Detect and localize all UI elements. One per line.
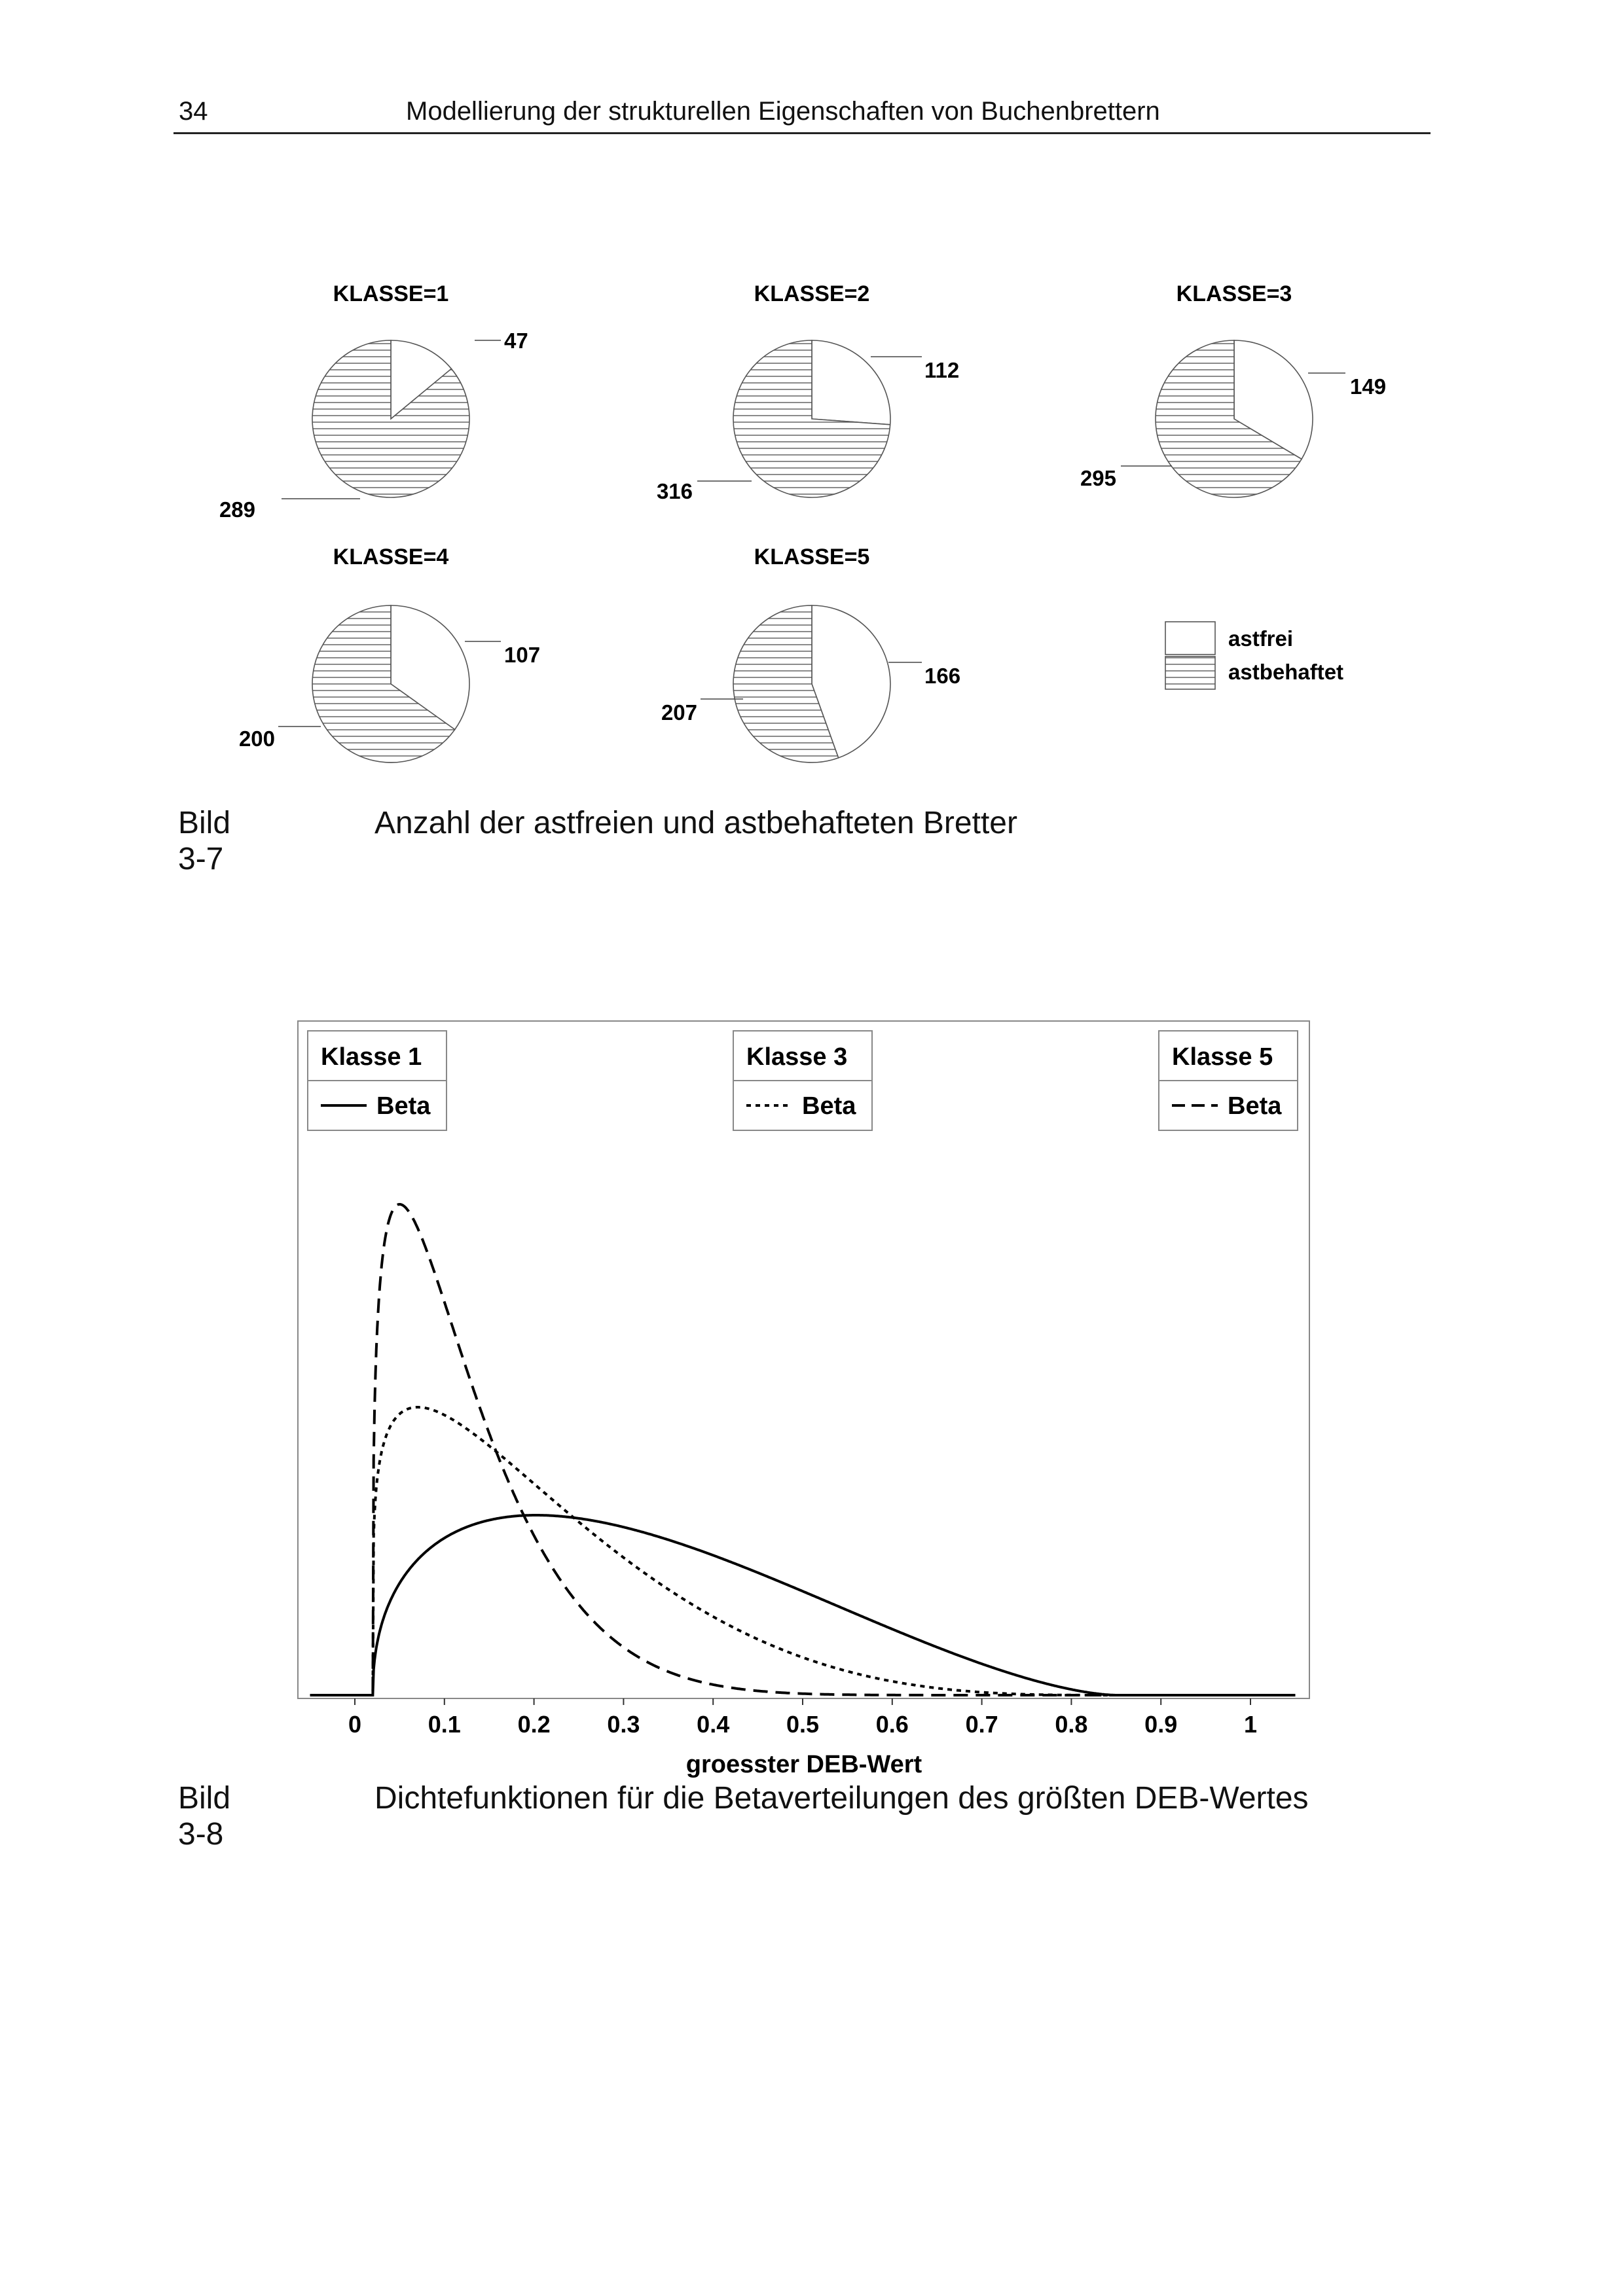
x-tick-label: 0.7 [965,1711,998,1738]
pie-value-label: 289 [219,497,255,522]
pie-value-label: 112 [924,358,960,382]
running-title: Modellierung der strukturellen Eigenschaften von Buchenbrettern [406,97,1160,126]
x-tick-label: 0.1 [428,1711,461,1738]
x-tick-label: 0.9 [1144,1711,1178,1738]
density-curve-klasse-1 [310,1515,1296,1695]
x-tick-label: 0.5 [786,1711,820,1738]
legend-entry-label: Beta [1228,1092,1282,1120]
x-tick-label: 1 [1243,1711,1258,1738]
figure1-caption-label: Bild 3-7 [178,806,231,876]
legend-klasse-5 [1159,1031,1298,1130]
pie-value-label: 316 [656,479,693,503]
x-tick-label: 0.2 [517,1711,551,1738]
pie-value-label: 207 [661,700,697,725]
legend-entry-label: Beta [802,1092,856,1120]
x-tick-label: 0.8 [1055,1711,1088,1738]
figure2-caption-label: Bild 3-8 [178,1781,231,1852]
figure1-caption-text: Anzahl der astfreien und astbehafteten Bretter [374,806,1017,840]
pie-value-label: 47 [504,329,528,353]
x-tick-label: 0.4 [697,1711,730,1738]
legend-title: Klasse 1 [321,1043,422,1071]
x-tick-label: 0.6 [875,1711,909,1738]
x-axis-label: groesster DEB-Wert [685,1751,922,1778]
pie-value-label: 200 [238,726,275,751]
page-number: 34 [179,97,208,126]
x-tick-label: 0 [348,1711,362,1738]
pie-value-label: 107 [504,643,541,667]
pie-value-label: 295 [1080,466,1116,490]
pie-value-label: 149 [1350,374,1387,399]
legend-entry-label: Beta [376,1092,431,1120]
legend-label-astbehaftet: astbehaftet [1228,660,1344,684]
x-tick-label: 0.3 [607,1711,640,1738]
density-curve-klasse-5 [310,1204,1296,1695]
pie-title: KLASSE=1 [333,281,449,306]
legend-klasse-3 [733,1031,872,1130]
pie-title: KLASSE=5 [754,545,870,569]
figure2-caption-text: Dichtefunktionen für die Betaverteilungen des größten DEB-Wertes [374,1781,1309,1816]
density-curve-klasse-3 [310,1407,1296,1695]
legend-title: Klasse 5 [1172,1043,1273,1071]
legend-label-astfrei: astfrei [1228,626,1294,651]
pie-title: KLASSE=2 [754,281,870,306]
legend-title: Klasse 3 [746,1043,848,1071]
legend-klasse-1 [308,1031,447,1130]
pie-title: KLASSE=4 [333,545,449,569]
pie-value-label: 166 [924,664,961,688]
pie-title: KLASSE=3 [1176,281,1292,306]
